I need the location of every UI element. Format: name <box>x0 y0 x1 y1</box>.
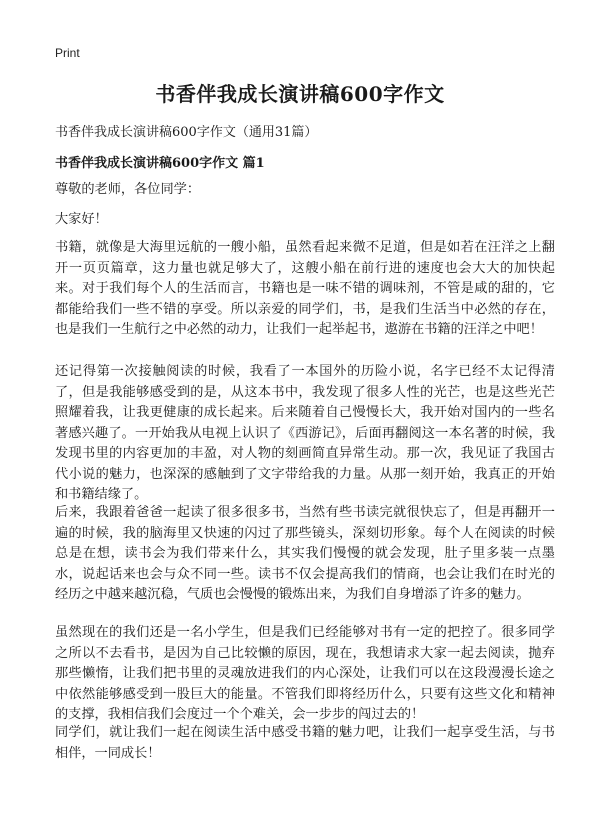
greeting-line: 尊敬的老师，各位同学： <box>55 182 201 197</box>
paragraph-4: 虽然现在的我们还是一名小学生，但是我们已经能够对书有一定的把控了。很多同学之所以不去看书，是因为自己比较懒的原因，现在，我想请求大家一起去阅读，抛弃那些懒惰，让我们把书里的灵魂放进我们的内心深处，让我们可以在这段漫漫长途之中依然能够感受到一股巨大的能量。不管我们即将经历什么，只要有这些文化和精神的支撑，我相信我们会度过一个个难关，会一步步的闯过去的！ <box>55 625 555 722</box>
section-heading: 书香伴我成长演讲稿600字作文 篇1 <box>55 156 265 171</box>
paragraph-3: 后来，我跟着爸爸一起读了很多很多书，当然有些书读完就很快忘了，但是再翻开一遍的时候，我的脑海里又快速的闪过了那些镜头，深刻切形象。每个人在阅读的时候总是在想，读书会为我们带来什么，其实我们慢慢的就会发现，肚子里多装一点墨水，说起话来也会与众不同一些。读书不仅会提高我们的情商，也会让我们在时光的经历之中越来越沉稳，气质也会慢慢的锻炼出来，为我们自身增添了许多的魅力。 <box>55 505 555 602</box>
hello-line: 大家好！ <box>55 212 108 227</box>
page-title: 书香伴我成长演讲稿600字作文 <box>155 82 445 106</box>
print-link[interactable]: Print <box>55 46 80 60</box>
paragraph-5: 同学们，就让我们一起在阅读生活中感受书籍的魅力吧，让我们一起享受生活，与书相伴，一同成长！ <box>55 725 555 761</box>
subtitle: 书香伴我成长演讲稿600字作文（通用31篇） <box>55 125 318 140</box>
paragraph-1: 书籍，就像是大海里远航的一艘小船，虽然看起来微不足道，但是如若在汪洋之上翻开一页页篇章，这力量也就足够大了，这艘小船在前行进的速度也会大大的加快起来。对于我们每个人的生活而言，书籍也是一味不错的调味剂，不管是咸的甜的，它都能给我们一些不错的享受。所以亲爱的同学们，书，是我们生活当中必然的存在，也是我们一生航行之中必然的动力，让我们一起举起书，遨游在书籍的汪洋之中吧！ <box>55 240 555 337</box>
paragraph-2: 还记得第一次接触阅读的时候，我看了一本国外的历险小说，名字已经不太记得清了，但是我能够感受到的是，从这本书中，我发现了很多人性的光芒，也是这些光芒照耀着我，让我更健康的成长起来。后来随着自己慢慢长大，我开始对国内的一些名著感兴趣了。一开始我从电视上认识了《西游记》，后面再翻阅这一本名著的时候，我发现书里的内容更加的丰盈，对人物的刻画简直异常生动。那一次，我见证了我国古代小说的魅力，也深深的感触到了文字带给我的力量。从那一刻开始，我真正的开始和书籍结缘了。 <box>55 364 555 502</box>
